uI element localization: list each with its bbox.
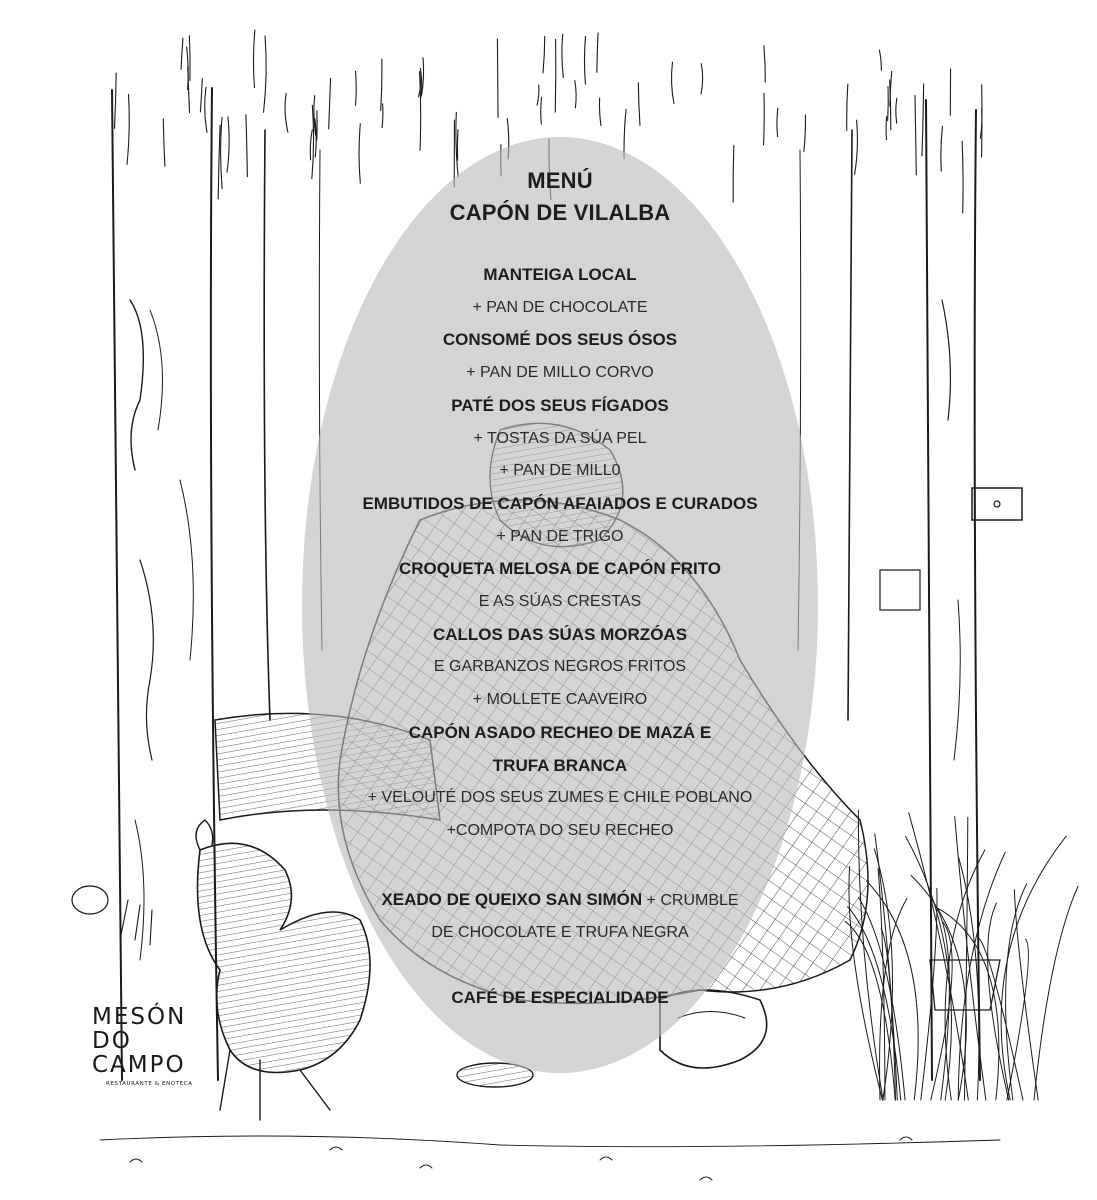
logo-line-1: MESÓN xyxy=(92,1004,187,1030)
menu-content xyxy=(302,165,818,1015)
logo-tagline: RESTAURANTE & ENOTECA xyxy=(106,1081,193,1087)
menu-accompaniment: + PAN DE CHOCOLATE xyxy=(472,298,648,316)
menu-accompaniment: + TOSTAS DA SÚA PEL xyxy=(473,429,647,447)
menu-accompaniment: + PAN DE TRIGO xyxy=(496,527,624,545)
menu-dish: CALLOS DAS SÚAS MORZÓAS xyxy=(432,624,688,644)
menu-dish: EMBUTIDOS DE CAPÓN AFAIADOS E CURADOS xyxy=(362,493,758,513)
menu-item-list xyxy=(302,259,818,848)
menu-title: MENÚ xyxy=(527,168,593,193)
menu-dish: CONSOMÉ DOS SEUS ÓSOS xyxy=(442,330,678,350)
dessert-line-2: DE CHOCOLATE E TRUFA NEGRA xyxy=(431,924,689,942)
menu-subtitle: CAPÓN DE VILALBA xyxy=(449,200,671,225)
dessert-line-1 xyxy=(302,884,818,918)
menu-dish: TRUFA BRANCA xyxy=(492,755,628,775)
menu-accompaniment: E AS SÚAS CRESTAS xyxy=(478,593,642,611)
dessert-title: XEADO DE QUEIXO SAN SIMÓN xyxy=(381,889,643,909)
menu-accompaniment: +COMPOTA DO SEU RECHEO xyxy=(446,821,674,839)
menu-accompaniment: + PAN DE MILLO CORVO xyxy=(466,364,654,382)
menu-dish: MANTEIGA LOCAL xyxy=(483,265,637,284)
menu-accompaniment: + PAN DE MILL0 xyxy=(499,462,621,480)
menu-dish: CROQUETA MELOSA DE CAPÓN FRITO xyxy=(398,559,722,579)
dessert-addon: + CRUMBLE xyxy=(642,891,739,909)
menu-dish: CAPÓN ASADO RECHEO DE MAZÁ E xyxy=(408,722,712,742)
coffee-line: CAFÉ DE ESPECIALIDADE xyxy=(451,988,669,1008)
menu-dish: PATÉ DOS SEUS FÍGADOS xyxy=(451,395,669,415)
logo-line-2: DO xyxy=(92,1028,132,1054)
menu-accompaniment: + MOLLETE CAAVEIRO xyxy=(472,691,648,709)
menu-accompaniment: + VELOUTÉ DOS SEUS ZUMES E CHILE POBLANO xyxy=(367,789,753,807)
menu-accompaniment: E GARBANZOS NEGROS FRITOS xyxy=(433,658,687,676)
meson-do-campo-logo xyxy=(88,1005,203,1095)
logo-line-3: CAMPO xyxy=(92,1052,186,1078)
